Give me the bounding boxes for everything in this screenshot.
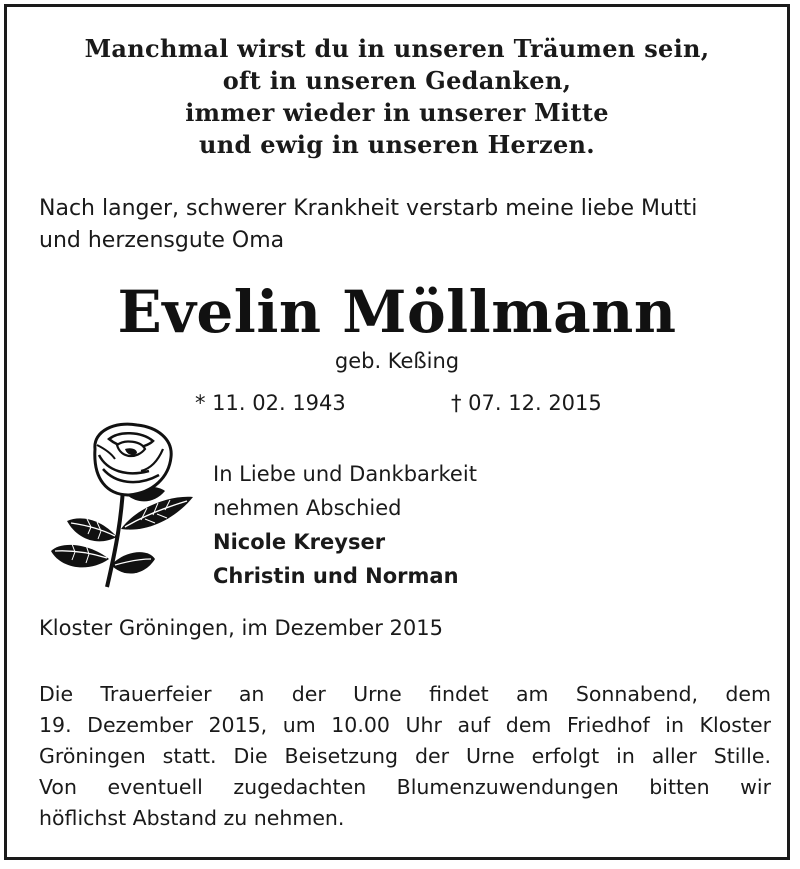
notice-line: Die Trauerfeier an der Urne findet am Sonnabend, dem [39, 682, 771, 706]
farewell-line: nehmen Abschied [213, 496, 402, 520]
death-date: † 07. 12. 2015 [451, 391, 602, 415]
notice-line: 19. Dezember 2015, um 10.00 Uhr auf dem Friedhof in Kloster [39, 713, 771, 737]
death-announcement [39, 193, 757, 257]
notice-line: Von eventuell zugedachten Blumenzuwendungen bitten wir [39, 775, 771, 799]
memorial-poem [7, 33, 787, 161]
notice-line: Gröningen statt. Die Beisetzung der Urne erfolgt in aller Stille. [39, 744, 771, 768]
deceased-name: Evelin Möllmann [117, 278, 677, 346]
intro-line: Nach langer, schwerer Krankheit verstarb meine liebe Mutti [39, 196, 698, 221]
birth-name: geb. Keßing [334, 349, 460, 373]
place-and-date: Kloster Gröningen, im Dezember 2015 [39, 616, 443, 640]
poem-line: und ewig in unseren Herzen. [199, 130, 595, 159]
poem-line: immer wieder in unserer Mitte [185, 98, 609, 127]
notice-line: höflichst Abstand zu nehmen. [39, 806, 345, 830]
poem-line: Manchmal wirst du in unseren Träumen sein, [84, 34, 710, 63]
mourners-block [213, 457, 477, 593]
poem-line: oft in unseren Gedanken, [222, 66, 572, 95]
mourner-name: Christin und Norman [213, 564, 459, 588]
birth-date: * 11. 02. 1943 [195, 391, 346, 415]
farewell-line: In Liebe und Dankbarkeit [213, 462, 477, 486]
funeral-notice [39, 679, 771, 834]
obituary-frame [4, 4, 790, 860]
mourner-name: Nicole Kreyser [213, 530, 386, 554]
intro-line: und herzensgute Oma [39, 228, 285, 253]
rose-icon [45, 419, 197, 591]
